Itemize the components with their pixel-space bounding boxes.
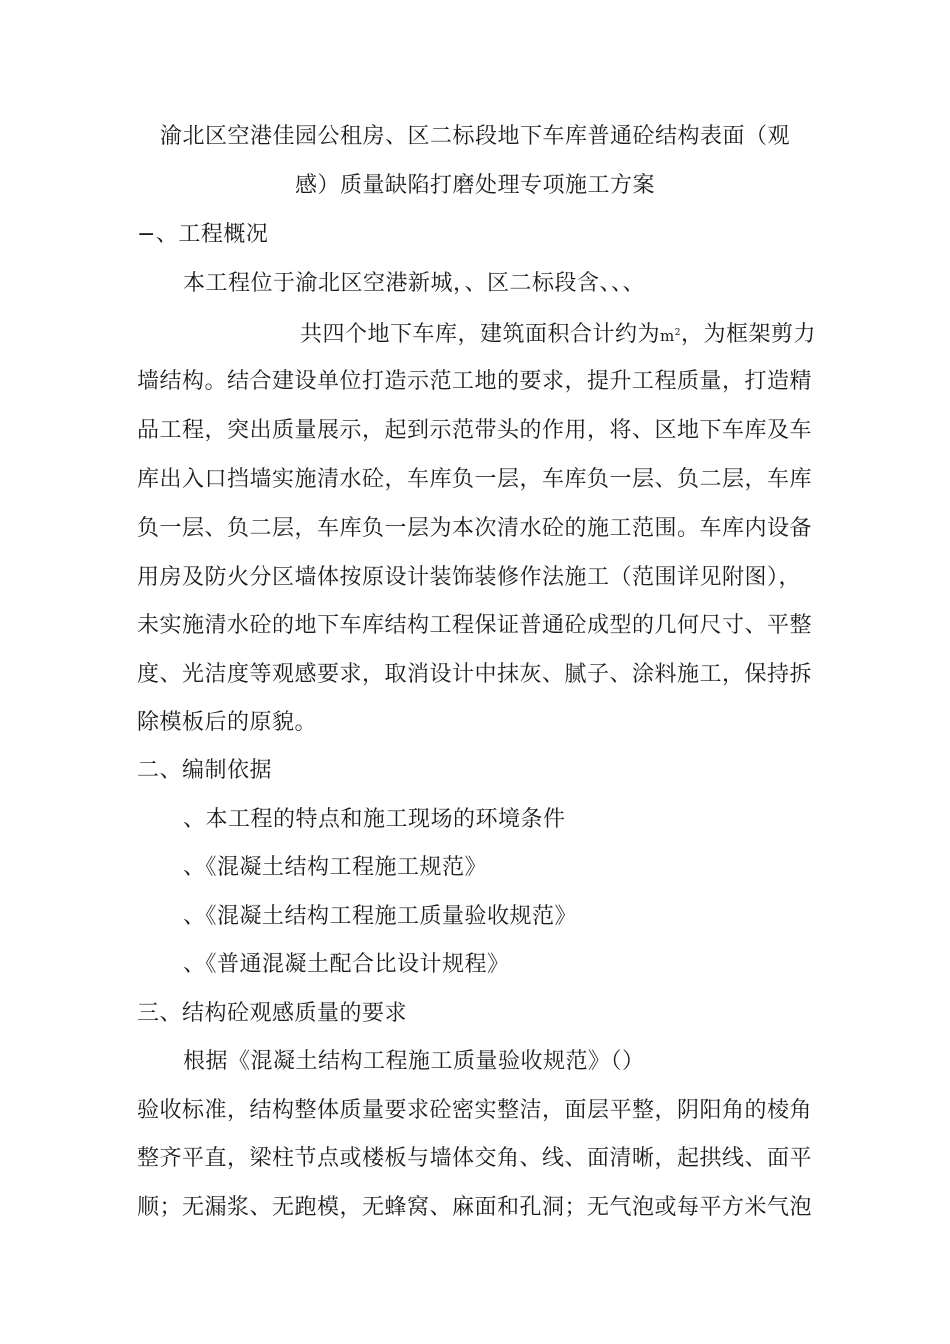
section-1-paragraph-line: 用房及防火分区墙体按原设计装饰装修作法施工（范围详见附图）， xyxy=(137,565,802,590)
text-segment: ，为框架剪力 xyxy=(680,322,816,347)
section-3-paragraph-line: 验收标准，结构整体质量要求砼密实整洁，面层平整，阴阳角的棱角 xyxy=(137,1098,813,1123)
section-3-paragraph-line: 根据《混凝土结构工程施工质量验收规范》（） xyxy=(183,1049,645,1074)
section-1-paragraph-line: 库出入口挡墙实施清水砼，车库负一层，车库负一层、负二层，车库 xyxy=(137,467,813,492)
section-3-paragraph-line: 顺；无漏浆、无跑模，无蜂窝、麻面和孔洞；无气泡或每平方米气泡 xyxy=(137,1195,813,1220)
document-title-line-1: 渝北区空港佳园公租房、区二标段地下车库普通砼结构表面（观 xyxy=(159,124,790,149)
section-3-heading: 三、结构砼观感质量的要求 xyxy=(137,1001,408,1026)
section-1-paragraph-line: 度、光洁度等观感要求，取消设计中抹灰、腻子、涂料施工，保持拆 xyxy=(137,662,813,687)
text-segment: 共四个地下车库，建筑面积合计约为 xyxy=(300,322,661,347)
section-1-paragraph-line xyxy=(300,318,816,351)
section-2-list-item: 、本工程的特点和施工现场的环境条件 xyxy=(183,807,566,832)
section-1-paragraph-line: 本工程位于渝北区空港新城，、区二标段含、、、 xyxy=(183,271,646,296)
section-2-heading: 二、编制依据 xyxy=(137,758,273,783)
section-2-list-item: 、《混凝土结构工程施工质量验收规范》 xyxy=(183,904,578,929)
document-title-line-2: 感）质量缺陷打磨处理专项施工方案 xyxy=(294,173,655,198)
section-1-heading: −、工程概况 xyxy=(137,222,269,247)
section-2-list-item: 、《混凝土结构工程施工规范》 xyxy=(183,855,488,880)
unit-text: m xyxy=(660,327,675,345)
section-1-paragraph-line: 除模板后的原貌。 xyxy=(137,710,318,735)
section-3-paragraph-line: 整齐平直，梁柱节点或楼板与墙体交角、线、面清晰，起拱线、面平 xyxy=(137,1146,813,1171)
section-2-list-item: 、《普通混凝土配合比设计规程》 xyxy=(183,952,510,977)
section-1-paragraph-line: 未实施清水砼的地下车库结构工程保证普通砼成型的几何尺寸、平整 xyxy=(137,613,813,638)
area-unit xyxy=(660,327,681,345)
section-1-paragraph-line: 墙结构。结合建设单位打造示范工地的要求，提升工程质量，打造精 xyxy=(137,369,813,394)
unit-superscript: 2 xyxy=(674,328,681,338)
section-1-paragraph-line: 品工程，突出质量展示，起到示范带头的作用，将、区地下车库及车 xyxy=(137,418,813,443)
section-1-paragraph-line: 负一层、负二层，车库负一层为本次清水砼的施工范围。车库内设备 xyxy=(137,516,813,541)
